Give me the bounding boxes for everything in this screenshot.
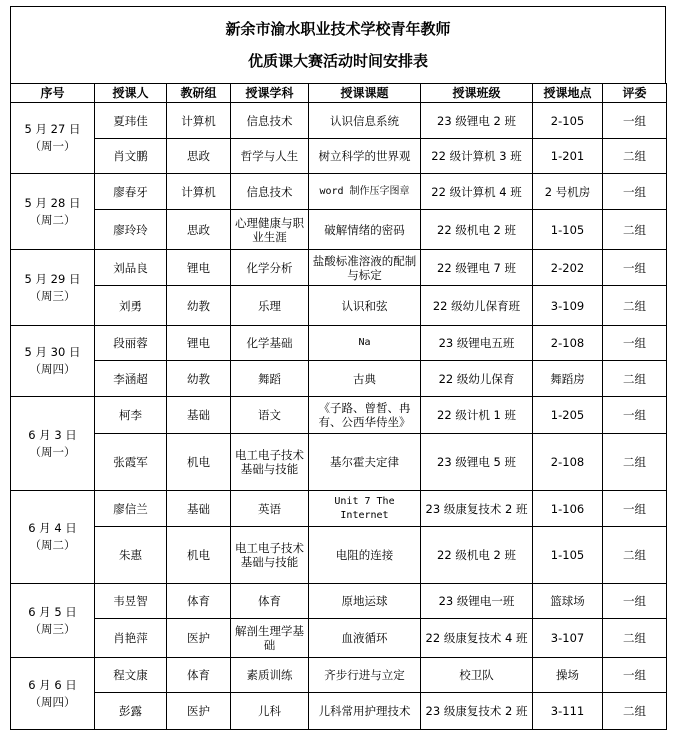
- weekday-label: （周二）: [29, 212, 76, 227]
- judge-cell: 二组: [603, 434, 667, 491]
- weekday-label: （周二）: [29, 538, 76, 552]
- table-row: [11, 434, 667, 491]
- judge-cell: 一组: [603, 491, 667, 527]
- group-cell: 计算机: [167, 174, 231, 210]
- group-cell: 思政: [167, 139, 231, 174]
- class-cell: 22 级机电 2 班: [421, 210, 533, 250]
- group-cell: 医护: [167, 693, 231, 730]
- subject-cell: 心理健康与职业生涯: [231, 210, 309, 250]
- date-label: 5 月 29 日: [24, 271, 81, 286]
- table-row: [11, 210, 667, 250]
- topic-cell: 认识信息系统: [309, 103, 421, 139]
- place-cell: 舞蹈房: [533, 361, 603, 397]
- class-cell: 22 级计算机 4 班: [421, 174, 533, 210]
- table-row: [11, 139, 667, 174]
- table-row: [11, 693, 667, 730]
- place-cell: 2-105: [533, 103, 603, 139]
- teacher-cell: 朱惠: [95, 527, 167, 584]
- header-index: 序号: [11, 84, 95, 103]
- teacher-cell: 韦昱智: [95, 584, 167, 619]
- weekday-label: （周三）: [29, 621, 76, 636]
- date-cell: [11, 250, 95, 326]
- class-cell: 22 级幼儿保育班: [421, 286, 533, 326]
- teacher-cell: 刘品良: [95, 250, 167, 286]
- topic-cell: 盐酸标准溶液的配制与标定: [309, 250, 421, 286]
- weekday-label: （周四）: [29, 694, 76, 709]
- table-row: [11, 103, 667, 139]
- subject-cell: 哲学与人生: [231, 139, 309, 174]
- weekday-label: （周三）: [29, 288, 76, 303]
- group-cell: 幼教: [167, 286, 231, 326]
- group-cell: 体育: [167, 584, 231, 619]
- teacher-cell: 李涵超: [95, 361, 167, 397]
- subject-cell: 体育: [231, 584, 309, 619]
- date-label: 6 月 4 日: [28, 521, 77, 535]
- subject-cell: 化学基础: [231, 326, 309, 361]
- subject-cell: 化学分析: [231, 250, 309, 286]
- table-row: [11, 174, 667, 210]
- topic-cell: word 制作压字图章: [309, 174, 421, 210]
- date-cell: [11, 326, 95, 397]
- topic-cell: 齐步行进与立定: [309, 658, 421, 693]
- date-cell: [11, 658, 95, 730]
- group-cell: 机电: [167, 434, 231, 491]
- topic-cell: 《子路、曾皙、冉有、公西华侍坐》: [309, 397, 421, 434]
- schedule-document: [10, 6, 666, 730]
- subject-cell: 电工电子技术基础与技能: [231, 527, 309, 584]
- date-label: 6 月 3 日: [28, 427, 77, 442]
- subject-cell: 素质训练: [231, 658, 309, 693]
- subject-cell: 信息技术: [231, 103, 309, 139]
- group-cell: 计算机: [167, 103, 231, 139]
- header-class: 授课班级: [421, 84, 533, 103]
- date-label: 5 月 28 日: [24, 195, 81, 210]
- teacher-cell: 彭露: [95, 693, 167, 730]
- weekday-label: （周一）: [29, 444, 76, 459]
- teacher-cell: 廖春牙: [95, 174, 167, 210]
- title-block: [10, 6, 666, 83]
- judge-cell: 一组: [603, 103, 667, 139]
- header-place: 授课地点: [533, 84, 603, 103]
- document-subtitle: 优质课大赛活动时间安排表: [247, 52, 428, 70]
- place-cell: 2-202: [533, 250, 603, 286]
- weekday-label: （周一）: [29, 139, 76, 153]
- subject-cell: 解剖生理学基础: [231, 619, 309, 658]
- document-title: 新余市渝水职业技术学校青年教师: [225, 20, 451, 38]
- group-cell: 机电: [167, 527, 231, 584]
- class-cell: 23 级锂电 2 班: [421, 103, 533, 139]
- class-cell: 校卫队: [421, 658, 533, 693]
- class-cell: 22 级康复技术 4 班: [421, 619, 533, 658]
- judge-cell: 一组: [603, 174, 667, 210]
- table-row: [11, 326, 667, 361]
- subject-cell: 信息技术: [231, 174, 309, 210]
- group-cell: 基础: [167, 397, 231, 434]
- group-cell: 医护: [167, 619, 231, 658]
- topic-cell: 基尔霍夫定律: [309, 434, 421, 491]
- weekday-label: （周四）: [29, 362, 76, 376]
- group-cell: 幼教: [167, 361, 231, 397]
- teacher-cell: 肖艳萍: [95, 619, 167, 658]
- topic-cell: 电阻的连接: [309, 527, 421, 584]
- teacher-cell: 柯李: [95, 397, 167, 434]
- subject-cell: 电工电子技术基础与技能: [231, 434, 309, 491]
- place-cell: 2-108: [533, 434, 603, 491]
- table-row: [11, 397, 667, 434]
- subject-cell: 语文: [231, 397, 309, 434]
- place-cell: 3-111: [533, 693, 603, 730]
- teacher-cell: 刘勇: [95, 286, 167, 326]
- class-cell: 23 级锂电 5 班: [421, 434, 533, 491]
- place-cell: 操场: [533, 658, 603, 693]
- class-cell: 23 级锂电一班: [421, 584, 533, 619]
- date-label: 5 月 30 日: [24, 345, 81, 359]
- header-row: [11, 84, 667, 103]
- judge-cell: 二组: [603, 693, 667, 730]
- date-cell: [11, 584, 95, 658]
- topic-cell: 儿科常用护理技术: [309, 693, 421, 730]
- group-cell: 锂电: [167, 326, 231, 361]
- table-row: [11, 658, 667, 693]
- class-cell: 22 级幼儿保育: [421, 361, 533, 397]
- place-cell: 1-205: [533, 397, 603, 434]
- class-cell: 23 级康复技术 2 班: [421, 491, 533, 527]
- teacher-cell: 夏玮佳: [95, 103, 167, 139]
- class-cell: 22 级计算机 3 班: [421, 139, 533, 174]
- topic-cell: 血液循环: [309, 619, 421, 658]
- subject-cell: 英语: [231, 491, 309, 527]
- topic-cell: 认识和弦: [309, 286, 421, 326]
- date-cell: [11, 103, 95, 174]
- judge-cell: 一组: [603, 326, 667, 361]
- header-judge: 评委: [603, 84, 667, 103]
- class-cell: 23 级锂电五班: [421, 326, 533, 361]
- place-cell: 1-201: [533, 139, 603, 174]
- teacher-cell: 段丽蓉: [95, 326, 167, 361]
- place-cell: 2 号机房: [533, 174, 603, 210]
- date-cell: [11, 491, 95, 584]
- table-row: [11, 527, 667, 584]
- header-teacher: 授课人: [95, 84, 167, 103]
- place-cell: 1-105: [533, 527, 603, 584]
- table-row: [11, 584, 667, 619]
- header-subject: 授课学科: [231, 84, 309, 103]
- class-cell: 22 级锂电 7 班: [421, 250, 533, 286]
- group-cell: 思政: [167, 210, 231, 250]
- subject-cell: 儿科: [231, 693, 309, 730]
- judge-cell: 二组: [603, 286, 667, 326]
- group-cell: 锂电: [167, 250, 231, 286]
- judge-cell: 一组: [603, 397, 667, 434]
- place-cell: 1-105: [533, 210, 603, 250]
- judge-cell: 一组: [603, 584, 667, 619]
- date-label: 6 月 6 日: [28, 677, 77, 692]
- date-label: 6 月 5 日: [28, 604, 77, 619]
- topic-cell: 古典: [309, 361, 421, 397]
- topic-cell: 破解情绪的密码: [309, 210, 421, 250]
- table-row: [11, 250, 667, 286]
- class-cell: 23 级康复技术 2 班: [421, 693, 533, 730]
- judge-cell: 二组: [603, 619, 667, 658]
- judge-cell: 二组: [603, 139, 667, 174]
- judge-cell: 一组: [603, 250, 667, 286]
- table-row: [11, 361, 667, 397]
- header-group: 教研组: [167, 84, 231, 103]
- teacher-cell: 肖文鹏: [95, 139, 167, 174]
- place-cell: 1-106: [533, 491, 603, 527]
- schedule-table: [10, 83, 667, 730]
- place-cell: 2-108: [533, 326, 603, 361]
- table-row: [11, 491, 667, 527]
- teacher-cell: 张霞军: [95, 434, 167, 491]
- judge-cell: 一组: [603, 658, 667, 693]
- judge-cell: 二组: [603, 527, 667, 584]
- date-cell: [11, 174, 95, 250]
- group-cell: 体育: [167, 658, 231, 693]
- table-row: [11, 286, 667, 326]
- teacher-cell: 廖玲玲: [95, 210, 167, 250]
- header-topic: 授课课题: [309, 84, 421, 103]
- date-label: 5 月 27 日: [24, 122, 81, 136]
- subject-cell: 乐理: [231, 286, 309, 326]
- date-cell: [11, 397, 95, 491]
- subject-cell: 舞蹈: [231, 361, 309, 397]
- judge-cell: 二组: [603, 361, 667, 397]
- group-cell: 基础: [167, 491, 231, 527]
- table-row: [11, 619, 667, 658]
- teacher-cell: 廖信兰: [95, 491, 167, 527]
- topic-cell: 树立科学的世界观: [309, 139, 421, 174]
- place-cell: 3-107: [533, 619, 603, 658]
- topic-cell: Na: [309, 326, 421, 361]
- judge-cell: 二组: [603, 210, 667, 250]
- teacher-cell: 程文康: [95, 658, 167, 693]
- place-cell: 篮球场: [533, 584, 603, 619]
- class-cell: 22 级机电 2 班: [421, 527, 533, 584]
- class-cell: 22 级计机 1 班: [421, 397, 533, 434]
- topic-cell: Unit 7 The Internet: [309, 491, 421, 527]
- place-cell: 3-109: [533, 286, 603, 326]
- topic-cell: 原地运球: [309, 584, 421, 619]
